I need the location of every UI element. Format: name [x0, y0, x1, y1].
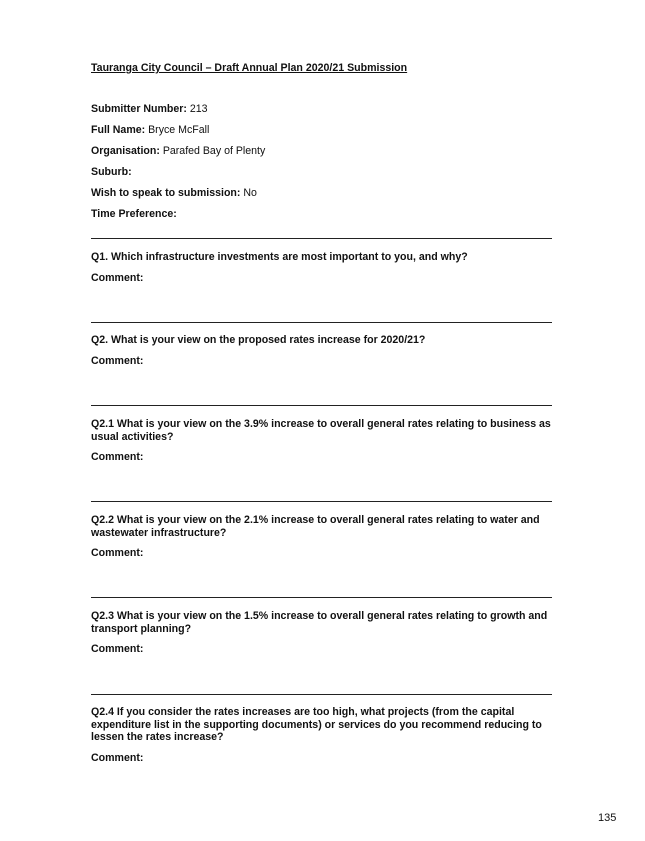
- speak-to-submission-value: No: [240, 187, 257, 199]
- full-name-label: Full Name:: [91, 124, 146, 136]
- full-name-field: [91, 124, 209, 137]
- comment-label: Comment:: [91, 643, 144, 655]
- page-number: 135: [598, 812, 617, 824]
- question-q1: Q1. Which infrastructure investments are most important to you, and why?: [91, 251, 468, 263]
- document-title: Tauranga City Council – Draft Annual Plan 2020/21 Submission: [91, 62, 408, 74]
- full-name-value: Bryce McFall: [145, 124, 210, 136]
- section-divider: [91, 405, 552, 406]
- speak-to-submission-field: [91, 187, 257, 200]
- time-preference-field: [91, 208, 177, 221]
- organisation-field: [91, 145, 265, 158]
- section-divider: [91, 501, 552, 502]
- speak-to-submission-label: Wish to speak to submission:: [91, 187, 241, 199]
- question-q2-3: Q2.3 What is your view on the 1.5% increase to overall general rates relating to growth and transport planning?: [91, 610, 548, 635]
- question-q2-2: Q2.2 What is your view on the 2.1% increase to overall general rates relating to water and wastewater infrastructure?: [91, 514, 540, 539]
- section-divider: [91, 597, 552, 598]
- comment-label: Comment:: [91, 355, 144, 367]
- comment-label: Comment:: [91, 451, 144, 463]
- question-q2-4: Q2.4 If you consider the rates increases are too high, what projects (from the capital expenditure list in the supporting documents) or services do you recommend reducing to lessen the rates increase?: [91, 706, 542, 743]
- section-divider: [91, 694, 552, 695]
- time-preference-label: Time Preference:: [91, 208, 177, 220]
- question-q2-1: Q2.1 What is your view on the 3.9% increase to overall general rates relating to business as usual activities?: [91, 418, 551, 443]
- organisation-value: Parafed Bay of Plenty: [159, 145, 266, 157]
- submitter-number-value: 213: [186, 103, 208, 115]
- suburb-label: Suburb:: [91, 166, 132, 178]
- suburb-field: [91, 166, 132, 179]
- submitter-number-label: Submitter Number:: [91, 103, 187, 115]
- submitter-number-field: [91, 103, 208, 116]
- comment-label: Comment:: [91, 752, 144, 764]
- comment-label: Comment:: [91, 272, 144, 284]
- section-divider: [91, 322, 552, 323]
- question-q2: Q2. What is your view on the proposed rates increase for 2020/21?: [91, 334, 426, 346]
- comment-label: Comment:: [91, 547, 144, 559]
- section-divider: [91, 238, 552, 239]
- organisation-label: Organisation:: [91, 145, 160, 157]
